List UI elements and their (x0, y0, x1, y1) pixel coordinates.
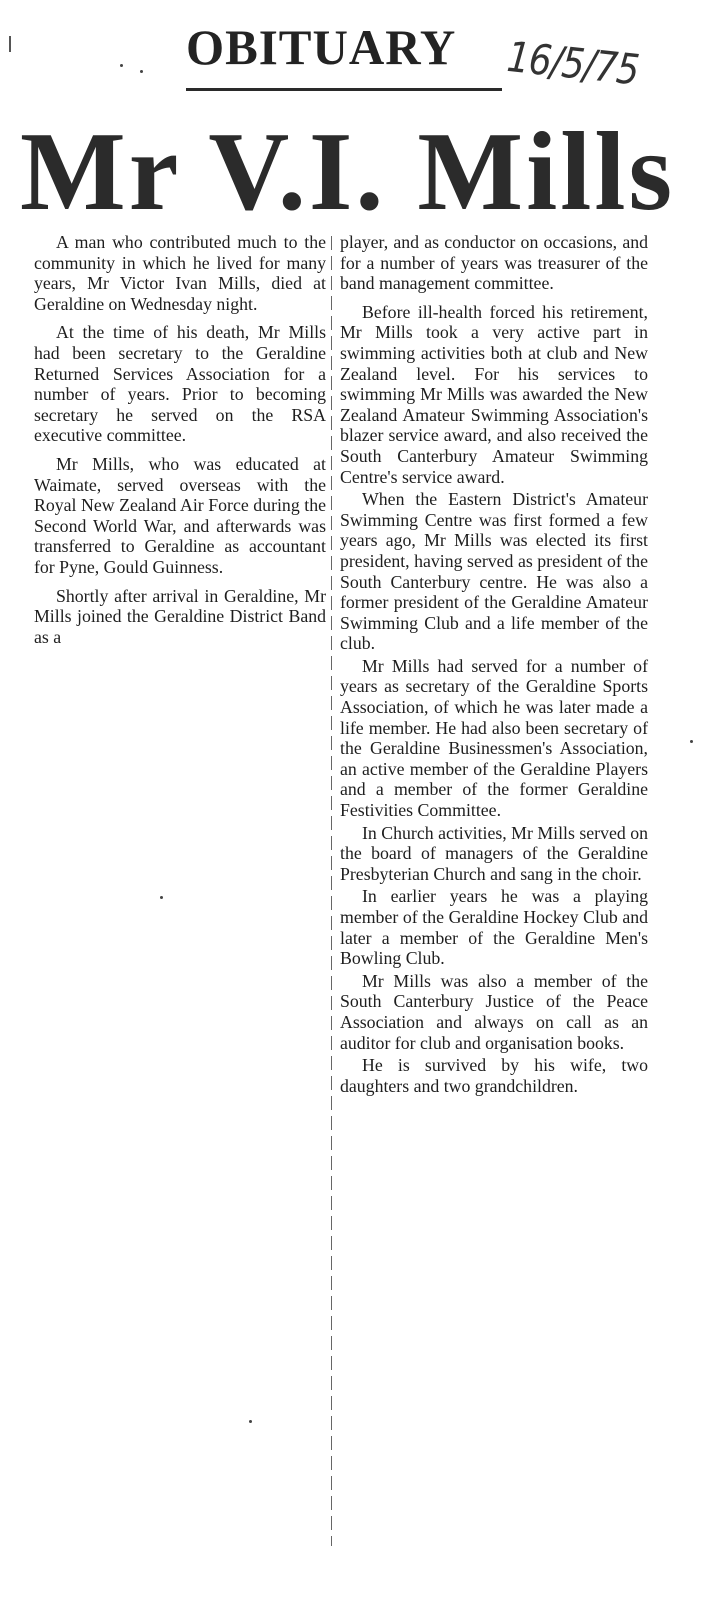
paragraph: Shortly after arrival in Geraldine, Mr Mills joined the Geraldine District Band as a (34, 585, 326, 647)
paragraph: In earlier years he was a playing member of the Geraldine Hockey Club and later a member of the Geraldine Men's Bowling Club. (340, 886, 648, 969)
article-column-right (340, 232, 648, 1098)
headline: Mr V.I. Mills (20, 110, 676, 234)
paragraph: A man who contributed much to the community in which he lived for many years, Mr Victor Ivan Mills, died at Geraldine on Wednesday night. (34, 232, 326, 314)
paragraph-continuation: player, and as conductor on occasions, and for a number of years was treasurer of the band management committee. (340, 232, 648, 294)
paragraph: He is survived by his wife, two daughters and two grandchildren. (340, 1055, 648, 1096)
print-speck (120, 64, 123, 67)
article-column-left (34, 232, 326, 655)
paragraph: Before ill-health forced his retirement, Mr Mills took a very active part in swimming activities both at club and New Zealand level. For his services to swimming Mr Mills was awarded the New Zealand Amateur Swimming Association's blazer service award, and also received the South Canterbury Amateur Swimming Centre's service award. (340, 301, 648, 487)
print-speck (140, 70, 143, 73)
section-title: OBITUARY (186, 19, 457, 75)
paragraph: Mr Mills, who was educated at Waimate, served overseas with the Royal New Zealand Air Force during the Second World War, and afterwards was transferred to Geraldine as accountant for Pyne, Gould Guinness. (34, 453, 326, 577)
paragraph: When the Eastern District's Amateur Swimming Centre was first formed a few years ago, Mr Mills was elected its first president, having served as president of the South Canterbury centre. He was also a former president of the Geraldine Amateur Swimming Club and a life member of the club. (340, 489, 648, 654)
handwritten-date: 16/5/75 (504, 32, 641, 95)
paragraph: Mr Mills had served for a number of years as secretary of the Geraldine Sports Association, of which he was later made a life member. He had also been secretary of the Geraldine Businessmen's Association, an active member of the Geraldine Players and a member of the former Geraldine Festivities Committee. (340, 655, 648, 821)
print-speck (160, 896, 163, 899)
paragraph: Mr Mills was also a member of the South Canterbury Justice of the Peace Association and always on call as an auditor for club and organisation books. (340, 970, 648, 1053)
crop-mark (9, 36, 11, 52)
paragraph: In Church activities, Mr Mills served on the board of managers of the Geraldine Presbyterian Church and sang in the choir. (340, 822, 648, 884)
paragraph: At the time of his death, Mr Mills had been secretary to the Geraldine Returned Services Association for a number of years. Prior to becoming secretary he served on the RSA executive committee. (34, 322, 326, 446)
column-divider (331, 236, 332, 1546)
print-speck (249, 1420, 252, 1423)
print-speck (690, 740, 693, 743)
title-underline (186, 88, 502, 91)
masthead (0, 0, 710, 95)
